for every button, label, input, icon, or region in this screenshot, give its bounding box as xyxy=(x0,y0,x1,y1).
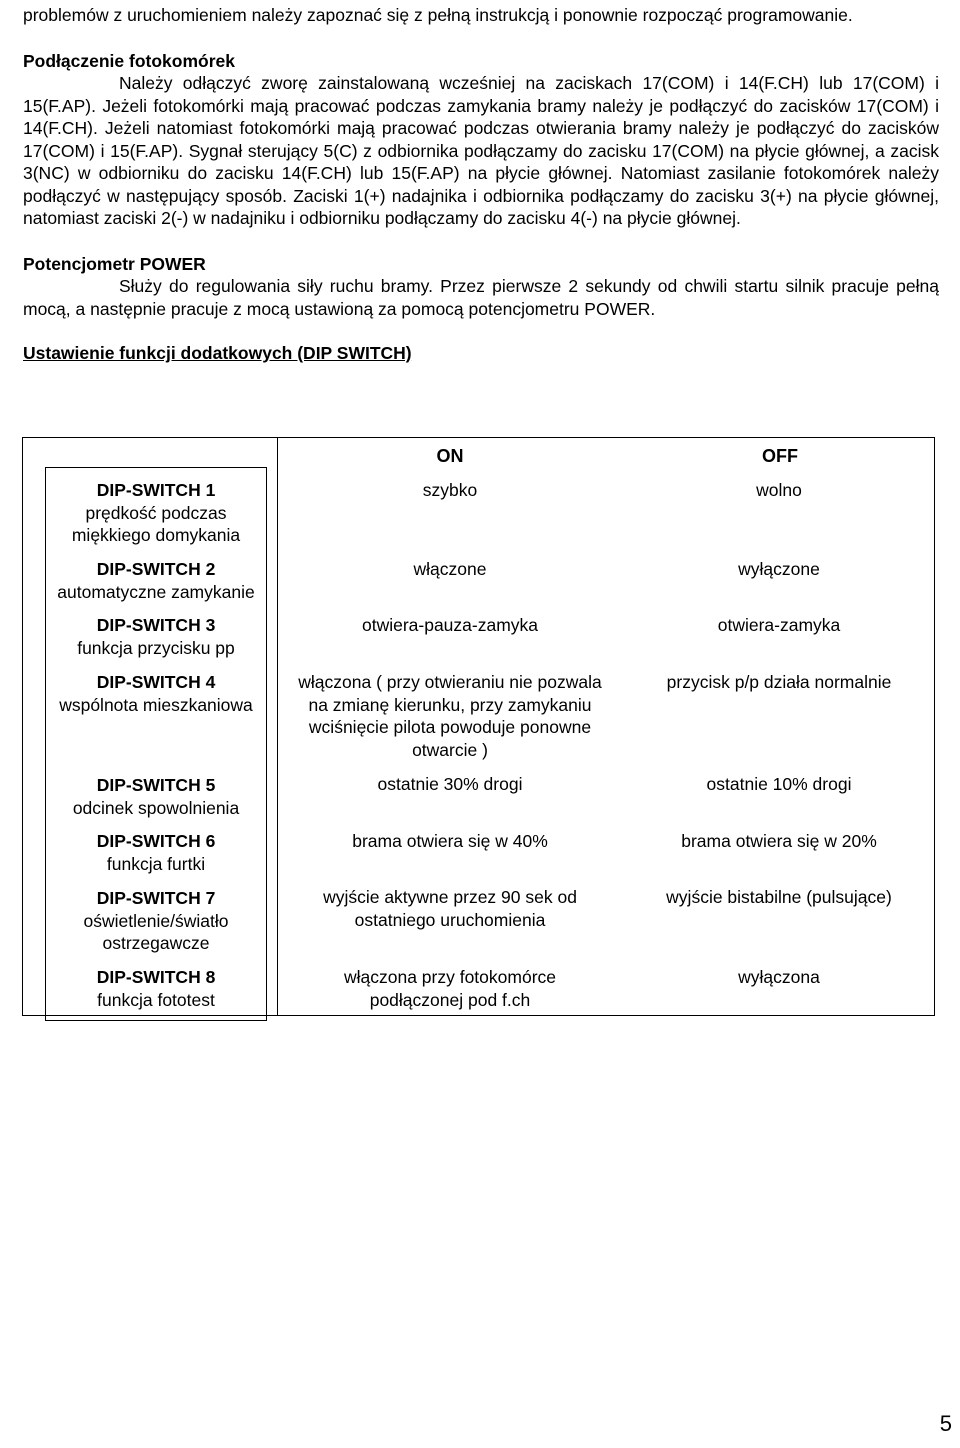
dip-switch-2-on: włączone xyxy=(413,559,487,579)
document-body xyxy=(23,4,939,365)
dip-switch-8-label xyxy=(46,966,266,1011)
dip-switch-6-desc: funkcja furtki xyxy=(106,853,206,874)
dip-switch-5-desc: odcinek spowolnienia xyxy=(72,797,240,818)
dip-switch-8-desc: funkcja fototest xyxy=(97,989,215,1010)
dip-switch-7-name: DIP-SWITCH 7 xyxy=(96,888,216,908)
dip-switch-7-label xyxy=(46,887,266,955)
dip-switch-labels-box xyxy=(45,467,267,1021)
dip-switch-5-off: ostatnie 10% drogi xyxy=(706,774,852,794)
column-header-on: ON xyxy=(436,446,464,466)
dip-switch-4-label xyxy=(46,671,266,716)
dip-switch-6-name: DIP-SWITCH 6 xyxy=(96,831,216,851)
dip-switch-5-on: ostatnie 30% drogi xyxy=(377,774,523,794)
dip-switch-3-label xyxy=(46,614,266,659)
dip-switch-2-name: DIP-SWITCH 2 xyxy=(96,559,216,579)
dip-switch-1-off: wolno xyxy=(756,480,802,500)
dip-table-divider xyxy=(277,437,278,1016)
dip-switch-1-name: DIP-SWITCH 1 xyxy=(96,480,216,500)
dip-switch-8-name: DIP-SWITCH 8 xyxy=(96,967,216,987)
dip-switch-4-desc: wspólnota mieszkaniowa xyxy=(59,694,253,715)
dip-switch-3-on: otwiera-pauza-zamyka xyxy=(361,615,539,635)
dip-switch-6-off: brama otwiera się w 20% xyxy=(681,831,877,851)
dip-switch-1-on: szybko xyxy=(422,480,478,500)
dip-switch-4-on: włączona ( przy otwieraniu nie pozwala na zmianę kierunku, przy zamykaniu wciśnięcie pilota powoduje ponowne otwarcie ) xyxy=(298,672,602,760)
dip-switch-7-off: wyjście bistabilne (pulsujące) xyxy=(666,887,892,907)
intro-paragraph: problemów z uruchomieniem należy zapoznać się z pełną instrukcją i ponownie rozpocząć programowanie. xyxy=(23,5,853,25)
page-number: 5 xyxy=(939,1411,952,1436)
dip-switch-7-desc: oświetlenie/światło ostrzegawcze xyxy=(83,910,229,953)
column-header-off: OFF xyxy=(762,446,798,466)
dip-switch-4-name: DIP-SWITCH 4 xyxy=(96,672,216,692)
dip-switch-8-on: włączona przy fotokomórce podłączonej pod f.ch xyxy=(343,967,557,1010)
dip-switch-2-desc: automatyczne zamykanie xyxy=(57,581,255,602)
dip-switch-4-off: przycisk p/p działa normalnie xyxy=(666,672,892,692)
dip-switch-3-name: DIP-SWITCH 3 xyxy=(96,615,216,635)
dip-switch-8-off: wyłączona xyxy=(738,967,820,987)
dip-switch-6-label xyxy=(46,830,266,875)
dip-switch-1-desc: prędkość podczas miękkiego domykania xyxy=(71,502,241,545)
dip-switch-6-on: brama otwiera się w 40% xyxy=(352,831,548,851)
dip-switch-5-label xyxy=(46,774,266,819)
dip-switch-1-label xyxy=(46,479,266,547)
dip-switch-5-name: DIP-SWITCH 5 xyxy=(96,775,216,795)
photocells-heading: Podłączenie fotokomórek xyxy=(23,50,235,71)
dip-section-title: Ustawienie funkcji dodatkowych (DIP SWITCH) xyxy=(23,343,412,363)
power-heading: Potencjometr POWER xyxy=(23,253,206,274)
dip-switch-2-label xyxy=(46,558,266,603)
photocells-paragraph: Należy odłączyć zworę zainstalowaną wcześniej na zaciskach 17(COM) i 14(F.CH) lub 17(COM) i 15(F.AP). Jeżeli fotokomórki mają pracować podczas zamykania bramy należy je podłączyć do zacisków 17(COM) i 14(F.CH). Jeżeli natomiast fotokomórki mają pracować podczas otwierania bramy należy je podłączyć do zacisków 17(COM) i 15(F.AP). Sygnał sterujący 5(C) z odbiornika podłączamy do zacisku 17(COM) na płycie głównej, a zacisk 3(NC) w odbiorniku do zacisku 14(F.CH) lub 15(F.AP) na płycie głównej. Natomiast zasilanie fotokomórek należy podłączyć w następujący sposób. Zaciski 1(+) nadajnika i odbiornika podłączamy do zacisku 3(+) na płycie głównej, natomiast zaciski 2(-) w nadajniku i odbiorniku podłączamy do zacisku 4(-) na płycie głównej. xyxy=(23,73,939,228)
dip-switch-2-off: wyłączone xyxy=(738,559,820,579)
dip-switch-7-on: wyjście aktywne przez 90 sek od ostatniego uruchomienia xyxy=(323,887,577,930)
dip-switch-3-desc: funkcja przycisku pp xyxy=(77,637,235,658)
dip-switch-3-off: otwiera-zamyka xyxy=(717,615,841,635)
power-paragraph: Służy do regulowania siły ruchu bramy. Przez pierwsze 2 sekundy od chwili startu silnik pracuje pełną mocą, a następnie pracuje z mocą ustawioną za pomocą potencjometru POWER. xyxy=(23,276,939,319)
